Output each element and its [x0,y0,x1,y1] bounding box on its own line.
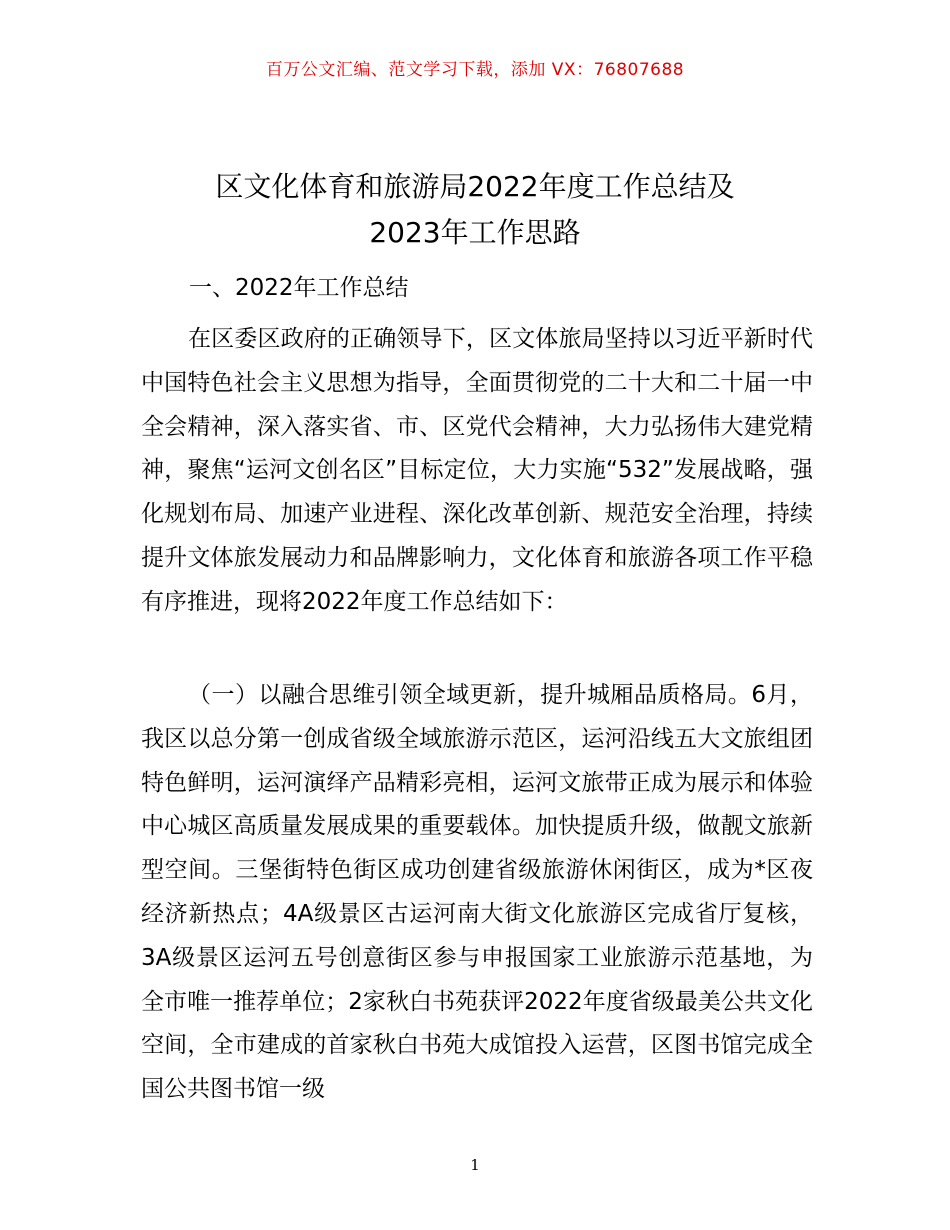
title-line-2: 2023年工作思路 [369,216,581,249]
paragraph: 在区委区政府的正确领导下，区文体旅局坚持以习近平新时代中国特色社会主义思想为指导，全面贯彻党的二十大和二十届一中全会精神，深入落实省、市、区党代会精神，大力弘扬伟大建党精神，聚焦“运河文创名区”目标定位，大力实施“532”发展战略，强化规划布局、加速产业进程、深化改革创新、规范安全治理，持续提升文体旅发展动力和品牌影响力，文化体育和旅游各项工作平稳有序推进，现将2022年度工作总结如下： [141,326,813,615]
title-line-1: 区文化体育和旅游局2022年度工作总结及 [215,170,735,203]
section-heading: 一、2022年工作总结 [189,275,409,301]
header-note: 百万公文汇编、范文学习下载，添加 VX：76807688 [265,60,685,80]
document-title [140,164,810,256]
page-number: 1 [470,1156,480,1174]
paragraph: （一）以融合思维引领全域更新，提升城厢品质格局。6月，我区以总分第一创成省级全域旅游示范区，运河沿线五大文旅组团特色鲜明，运河演绎产品精彩亮相，运河文旅带正成为展示和体验中心城区高质量发展成果的重要载体。加快提质升级，做靓文旅新型空间。三堡街特色街区成功创建省级旅游休闲街区，成为*区夜经济新热点；4A级景区古运河南大街文化旅游区完成省厅复核，3A级景区运河五号创意街区参与申报国家工业旅游示范基地，为全市唯一推荐单位；2家秋白书苑获评2022年度省级最美公共文化空间，全市建成的首家秋白书苑大成馆投入运营，区图书馆完成全国公共图书馆一级 [141,682,813,1103]
